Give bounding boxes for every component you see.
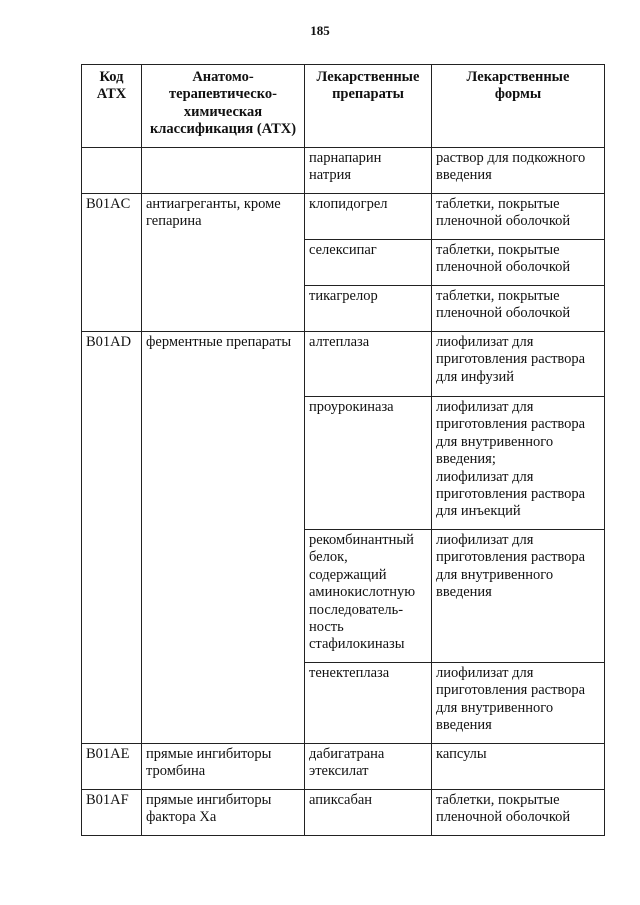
- code-cell: B01AC: [82, 194, 142, 332]
- drug-cell: апиксабан: [305, 790, 432, 836]
- header-code: Код ATX: [82, 65, 142, 148]
- drug-cell: рекомбинантный белок, содержащий аминокислотную последователь- ность стафилокиназы: [305, 530, 432, 663]
- table-header-row: [82, 65, 605, 148]
- class-cell: [142, 148, 305, 194]
- class-cell: антиагреганты, кроме гепарина: [142, 194, 305, 332]
- header-forms: Лекарственные формы: [432, 65, 605, 148]
- drug-cell: селексипаг: [305, 240, 432, 286]
- page-number: 185: [310, 23, 330, 38]
- drug-cell: тенектеплаза: [305, 663, 432, 744]
- drug-cell: проурокиназа: [305, 397, 432, 530]
- form-cell: лиофилизат для приготовления раствора для внутривенного введения: [432, 663, 605, 744]
- table-row: [82, 148, 605, 194]
- code-cell: [82, 148, 142, 194]
- drug-cell: тикагрелор: [305, 286, 432, 332]
- header-classification: Анатомо- терапевтическо- химическая классификация (ATX): [142, 65, 305, 148]
- form-cell: лиофилизат для приготовления раствора для внутривенного введения; лиофилизат для приготовления раствора для инъекций: [432, 397, 605, 530]
- table-row: [82, 744, 605, 790]
- class-cell: прямые ингибиторы фактора Xa: [142, 790, 305, 836]
- form-cell: лиофилизат для приготовления раствора для внутривенного введения: [432, 530, 605, 663]
- form-cell: раствор для подкожного введения: [432, 148, 605, 194]
- drug-cell: дабигатрана этексилат: [305, 744, 432, 790]
- code-cell: B01AD: [82, 332, 142, 744]
- class-cell: прямые ингибиторы тромбина: [142, 744, 305, 790]
- class-cell: ферментные препараты: [142, 332, 305, 744]
- drug-cell: парнапарин натрия: [305, 148, 432, 194]
- form-cell: таблетки, покрытые пленочной оболочкой: [432, 286, 605, 332]
- atx-drug-table: [81, 64, 605, 836]
- drug-cell: алтеплаза: [305, 332, 432, 397]
- form-cell: таблетки, покрытые пленочной оболочкой: [432, 194, 605, 240]
- table-row: [82, 332, 605, 397]
- code-cell: B01AF: [82, 790, 142, 836]
- form-cell: лиофилизат для приготовления раствора для инфузий: [432, 332, 605, 397]
- header-drugs: Лекарственные препараты: [305, 65, 432, 148]
- drug-cell: клопидогрел: [305, 194, 432, 240]
- table-row: [82, 790, 605, 836]
- code-cell: B01AE: [82, 744, 142, 790]
- table-row: [82, 194, 605, 240]
- form-cell: таблетки, покрытые пленочной оболочкой: [432, 240, 605, 286]
- form-cell: таблетки, покрытые пленочной оболочкой: [432, 790, 605, 836]
- form-cell: капсулы: [432, 744, 605, 790]
